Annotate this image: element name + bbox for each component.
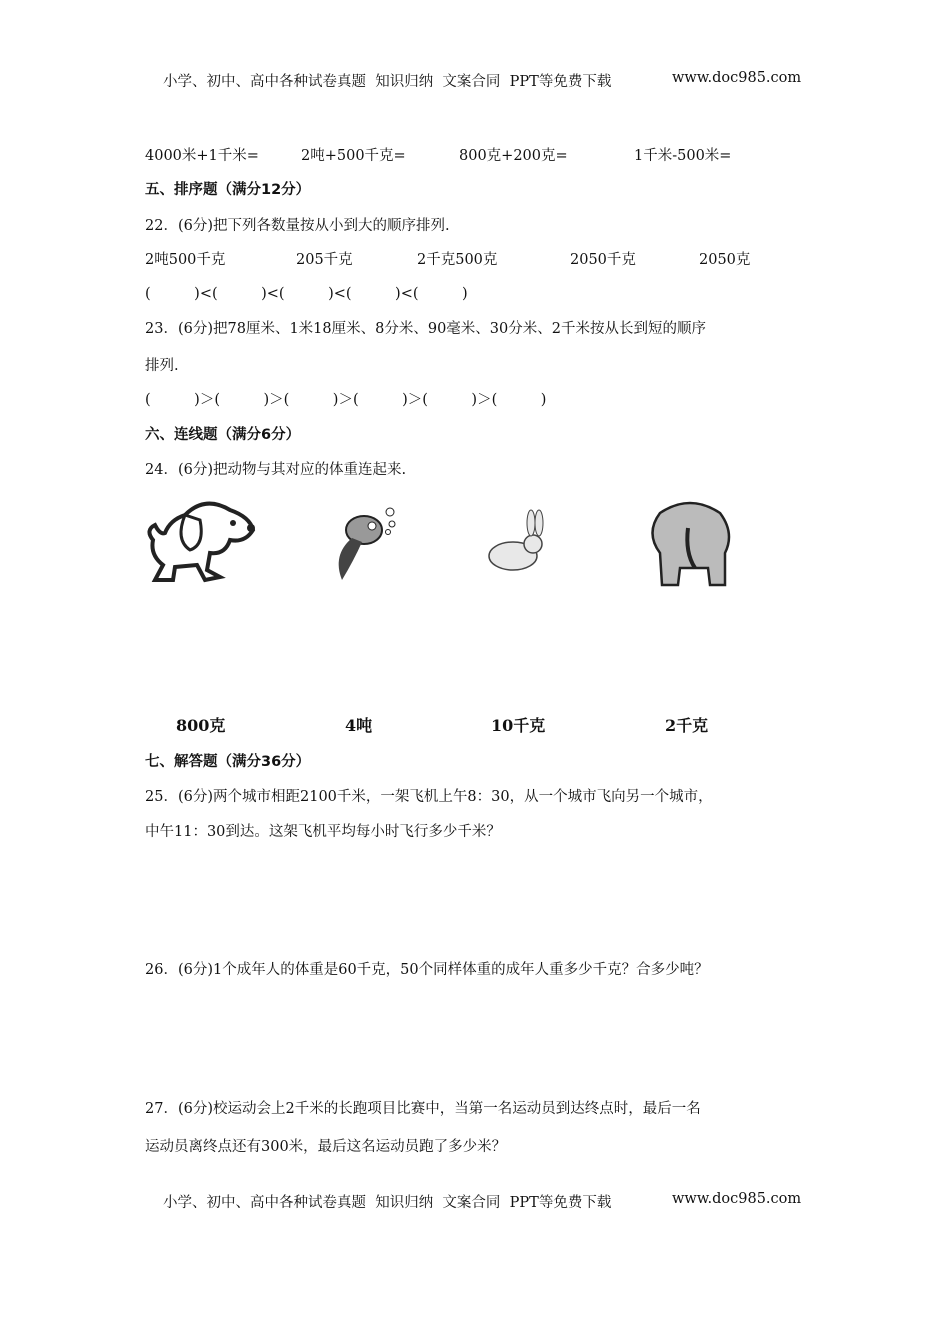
elephant-image <box>640 493 740 591</box>
question-26: 26．(6分)1个成年人的体重是60千克，50个同样体重的成年人重多少千克？合多少吨？ <box>145 962 709 978</box>
question-27: 27．(6分)校运动会上2千米的长跑项目比赛中，当第一名运动员到达终点时，最后一名 <box>145 1101 701 1117</box>
q22-item: 2吨500千克 <box>145 252 226 268</box>
q22-item: 2千克500克 <box>417 252 498 268</box>
q23-blanks: ( )＞( )＞( )＞( )＞( )＞( ) <box>145 392 547 408</box>
header-text: 小学、初中、高中各种试卷真题 知识归纳 文案合同 PPT等免费下载 <box>163 74 612 90</box>
footer-site[interactable]: www.doc985.com <box>672 1191 802 1207</box>
rabbit-image <box>483 508 553 576</box>
weight-label: 2千克 <box>665 716 709 735</box>
footer-text: 小学、初中、高中各种试卷真题 知识归纳 文案合同 PPT等免费下载 <box>163 1195 612 1211</box>
weight-label: 800克 <box>176 716 226 735</box>
calc-item: 1千米-500米= <box>634 148 732 164</box>
fish-image <box>322 500 397 582</box>
q22-item: 2050克 <box>699 252 751 268</box>
calc-item: 800克+200克= <box>459 148 568 164</box>
calc-item: 4000米+1千米= <box>145 148 259 164</box>
section-title: 五、排序题（满分12分） <box>145 182 311 198</box>
q22-blanks: ( )<( )<( )<( )<( ) <box>145 286 468 302</box>
section-title: 六、连线题（满分6分） <box>145 427 301 443</box>
question-24: 24．(6分)把动物与其对应的体重连起来. <box>145 462 407 478</box>
header-site[interactable]: www.doc985.com <box>672 70 802 86</box>
question-23-cont: 排列. <box>145 358 179 374</box>
weight-label: 4吨 <box>345 716 373 735</box>
question-25-cont: 中午11：30到达。这架飞机平均每小时飞行多少千米？ <box>145 824 501 840</box>
q22-item: 2050千克 <box>570 252 636 268</box>
section-title: 七、解答题（满分36分） <box>145 754 311 770</box>
weight-label: 10千克 <box>491 716 546 735</box>
question-23: 23．(6分)把78厘米、1米18厘米、8分米、90毫米、30分米、2千米按从长到短的顺序 <box>145 321 706 337</box>
question-25: 25．(6分)两个城市相距2100千米，一架飞机上午8：30，从一个城市飞向另一个城市， <box>145 789 713 805</box>
calc-item: 2吨+500千克= <box>301 148 406 164</box>
question-22: 22．(6分)把下列各数量按从小到大的顺序排列. <box>145 218 450 234</box>
question-27-cont: 运动员离终点还有300米，最后这名运动员跑了多少米？ <box>145 1139 507 1155</box>
dog-image <box>145 495 257 585</box>
q22-item: 205千克 <box>296 252 353 268</box>
